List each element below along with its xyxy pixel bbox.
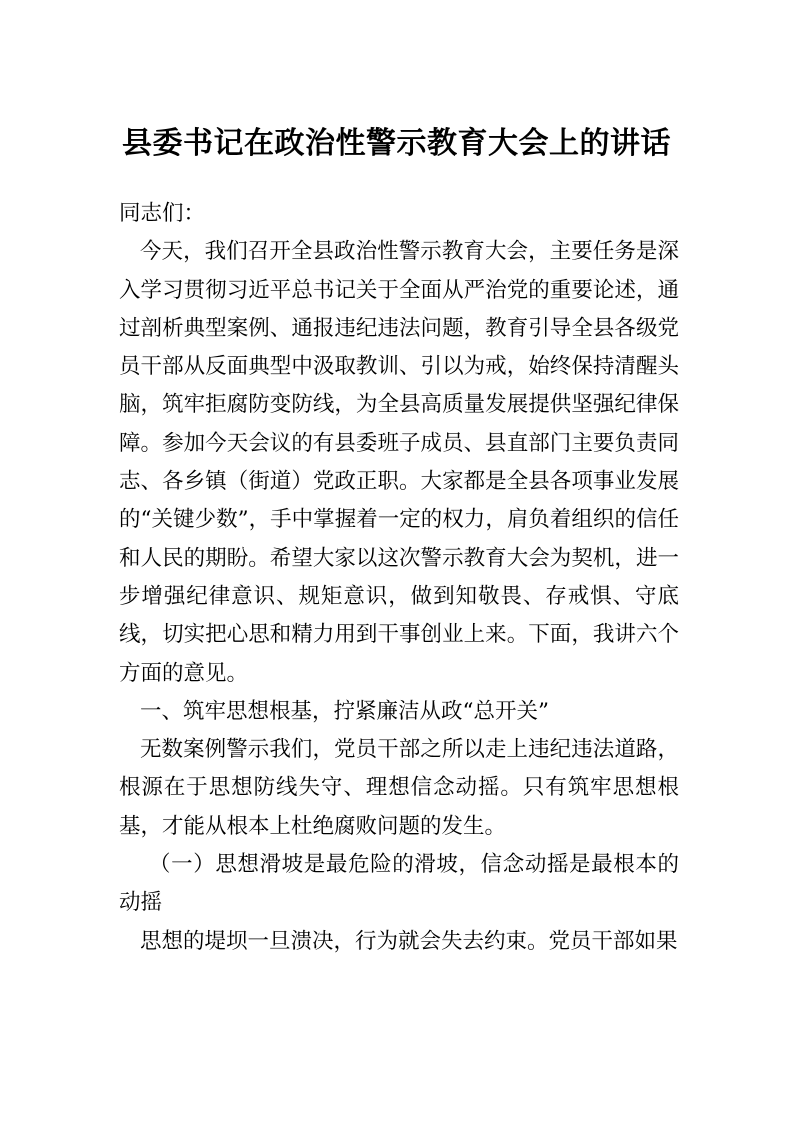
document-title: 县委书记在政治性警示教育大会上的讲话 (122, 126, 671, 161)
document-body (119, 195, 679, 961)
paragraph-subsection-1: 思想的堤坝一旦溃决，行为就会失去约束。党员干部如果 (140, 928, 678, 954)
paragraph-intro: 今天，我们召开全县政治性警示教育大会，主要任务是深入学习贯彻习近平总书记关于全面从严治党的重要论述，通过剖析典型案例、通报违纪违法问题，教育引导全县各级党员干部从反面典型中汲取教训、引以为戒，始终保持清醒头脑，筑牢拒腐防变防线，为全县高质量发展提供坚强纪律保障。参加今天会议的有县委班子成员、县直部门主要负责同志、各乡镇（街道）党政正职。大家都是全县各项事业发展的“关键少数”，手中掌握着一定的权力，肩负着组织的信任和人民的期盼。希望大家以这次警示教育大会为契机，进一步增强纪律意识、规矩意识，做到知敬畏、存戒惧、守底线，切实把心思和精力用到干事创业上来。下面，我讲六个方面的意见。 (119, 239, 679, 686)
subsection-heading-1: （一）思想滑坡是最危险的滑坡，信念动摇是最根本的动摇 (119, 852, 679, 916)
section-heading-1: 一、筑牢思想根基，拧紧廉洁从政“总开关” (140, 698, 549, 724)
paragraph-section-1: 无数案例警示我们，党员干部之所以走上违纪违法道路，根源在于思想防线失守、理想信念动摇。只有筑牢思想根基，才能从根本上杜绝腐败问题的发生。 (119, 737, 679, 839)
salutation: 同志们： (119, 201, 206, 226)
